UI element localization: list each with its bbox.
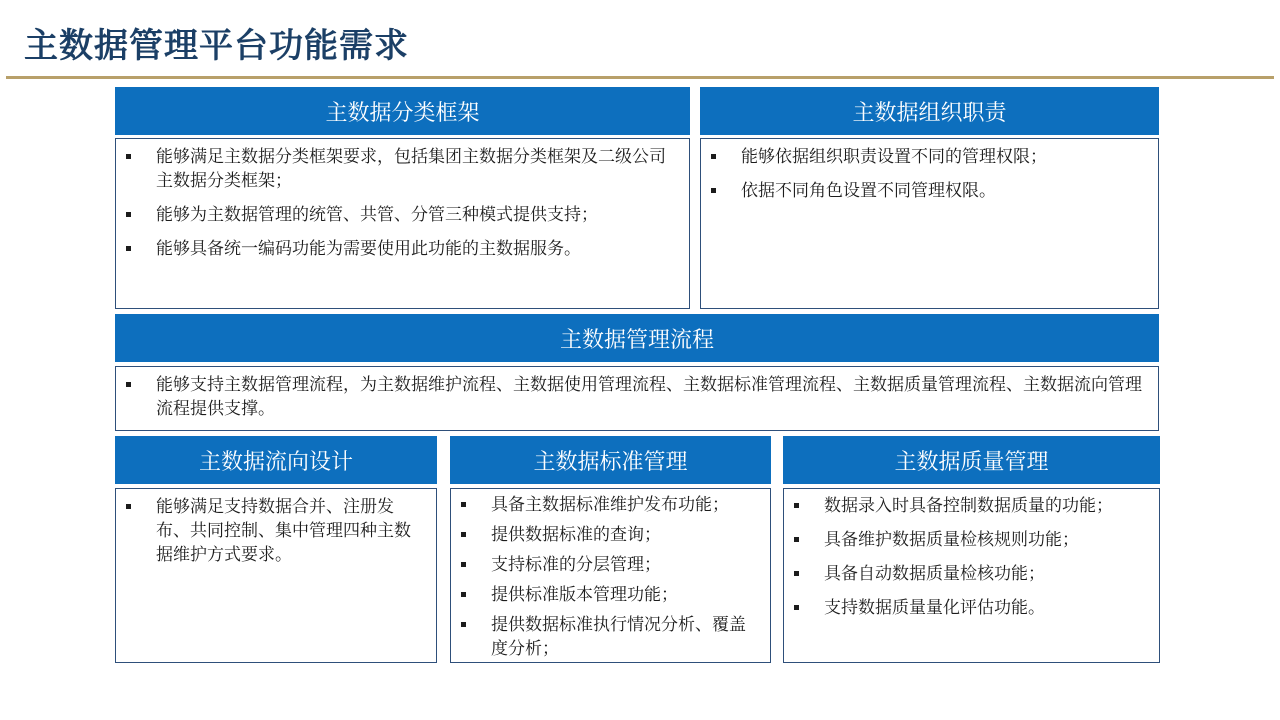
list-item bbox=[461, 583, 760, 607]
bullet-icon bbox=[126, 154, 131, 159]
list-item-text: 具备自动数据质量检核功能； bbox=[824, 564, 1045, 584]
list-item-text: 具备维护数据质量检核规则功能； bbox=[824, 530, 1079, 550]
panel-process-header: 主数据管理流程 bbox=[115, 314, 1159, 362]
list-item-text: 提供数据标准执行情况分析、覆盖度分析； bbox=[491, 615, 746, 659]
standard-list bbox=[461, 493, 760, 661]
panel-standard-body bbox=[450, 488, 771, 663]
page-title: 主数据管理平台功能需求 bbox=[24, 26, 409, 66]
list-item bbox=[461, 523, 760, 547]
list-item bbox=[126, 203, 679, 227]
panel-flow-header: 主数据流向设计 bbox=[115, 436, 437, 484]
panel-flow-body bbox=[115, 488, 437, 663]
list-item-text: 提供数据标准的查询； bbox=[491, 525, 661, 545]
panel-classification bbox=[115, 87, 690, 309]
bullet-icon bbox=[461, 502, 466, 507]
list-item-text: 支持标准的分层管理； bbox=[491, 555, 661, 575]
panel-classification-header: 主数据分类框架 bbox=[115, 87, 690, 135]
panel-classification-body bbox=[115, 138, 690, 309]
panel-organization-header: 主数据组织职责 bbox=[700, 87, 1159, 135]
list-item bbox=[461, 613, 760, 661]
list-item bbox=[126, 145, 679, 193]
bullet-icon bbox=[461, 622, 466, 627]
panel-process bbox=[115, 314, 1159, 431]
bullet-icon bbox=[461, 592, 466, 597]
list-item-text: 支持数据质量量化评估功能。 bbox=[824, 598, 1045, 618]
list-item bbox=[126, 495, 426, 567]
list-item bbox=[126, 237, 679, 261]
bullet-icon bbox=[461, 562, 466, 567]
panel-standard bbox=[450, 436, 771, 663]
list-item-text: 能够具备统一编码功能为需要使用此功能的主数据服务。 bbox=[156, 239, 581, 259]
list-item-text: 数据录入时具备控制数据质量的功能； bbox=[824, 496, 1113, 516]
list-item-text: 能够支持主数据管理流程，为主数据维护流程、主数据使用管理流程、主数据标准管理流程、主数据质量管理流程、主数据流向管理流程提供支撑。 bbox=[156, 375, 1142, 419]
bullet-icon bbox=[711, 188, 716, 193]
list-item bbox=[711, 179, 1148, 203]
list-item bbox=[794, 562, 1149, 586]
list-item-text: 提供标准版本管理功能； bbox=[491, 585, 678, 605]
panel-standard-header: 主数据标准管理 bbox=[450, 436, 771, 484]
panel-quality-body bbox=[783, 488, 1160, 663]
organization-list bbox=[711, 145, 1148, 203]
list-item bbox=[126, 373, 1148, 421]
bullet-icon bbox=[711, 154, 716, 159]
panel-organization bbox=[700, 87, 1159, 309]
panel-process-body bbox=[115, 366, 1159, 431]
list-item bbox=[461, 553, 760, 577]
bullet-icon bbox=[126, 212, 131, 217]
panel-organization-body bbox=[700, 138, 1159, 309]
bullet-icon bbox=[126, 504, 131, 509]
panel-quality-header: 主数据质量管理 bbox=[783, 436, 1160, 484]
list-item bbox=[711, 145, 1148, 169]
list-item-text: 具备主数据标准维护发布功能； bbox=[491, 495, 729, 515]
list-item-text: 能够为主数据管理的统管、共管、分管三种模式提供支持； bbox=[156, 205, 598, 225]
list-item-text: 依据不同角色设置不同管理权限。 bbox=[741, 181, 996, 201]
list-item bbox=[794, 494, 1149, 518]
list-item bbox=[794, 528, 1149, 552]
bullet-icon bbox=[126, 246, 131, 251]
list-item-text: 能够依据组织职责设置不同的管理权限； bbox=[741, 147, 1047, 167]
list-item bbox=[461, 493, 760, 517]
panel-quality bbox=[783, 436, 1160, 663]
flow-list bbox=[126, 495, 426, 567]
title-divider bbox=[6, 76, 1274, 79]
list-item-text: 能够满足支持数据合并、注册发布、共同控制、集中管理四种主数据维护方式要求。 bbox=[156, 497, 411, 565]
bullet-icon bbox=[126, 382, 131, 387]
classification-list bbox=[126, 145, 679, 261]
list-item-text: 能够满足主数据分类框架要求，包括集团主数据分类框架及二级公司主数据分类框架； bbox=[156, 147, 666, 191]
process-list bbox=[126, 373, 1148, 421]
list-item bbox=[794, 596, 1149, 620]
quality-list bbox=[794, 494, 1149, 620]
panel-flow bbox=[115, 436, 437, 663]
bullet-icon bbox=[794, 605, 799, 610]
bullet-icon bbox=[461, 532, 466, 537]
bullet-icon bbox=[794, 571, 799, 576]
bullet-icon bbox=[794, 537, 799, 542]
bullet-icon bbox=[794, 503, 799, 508]
